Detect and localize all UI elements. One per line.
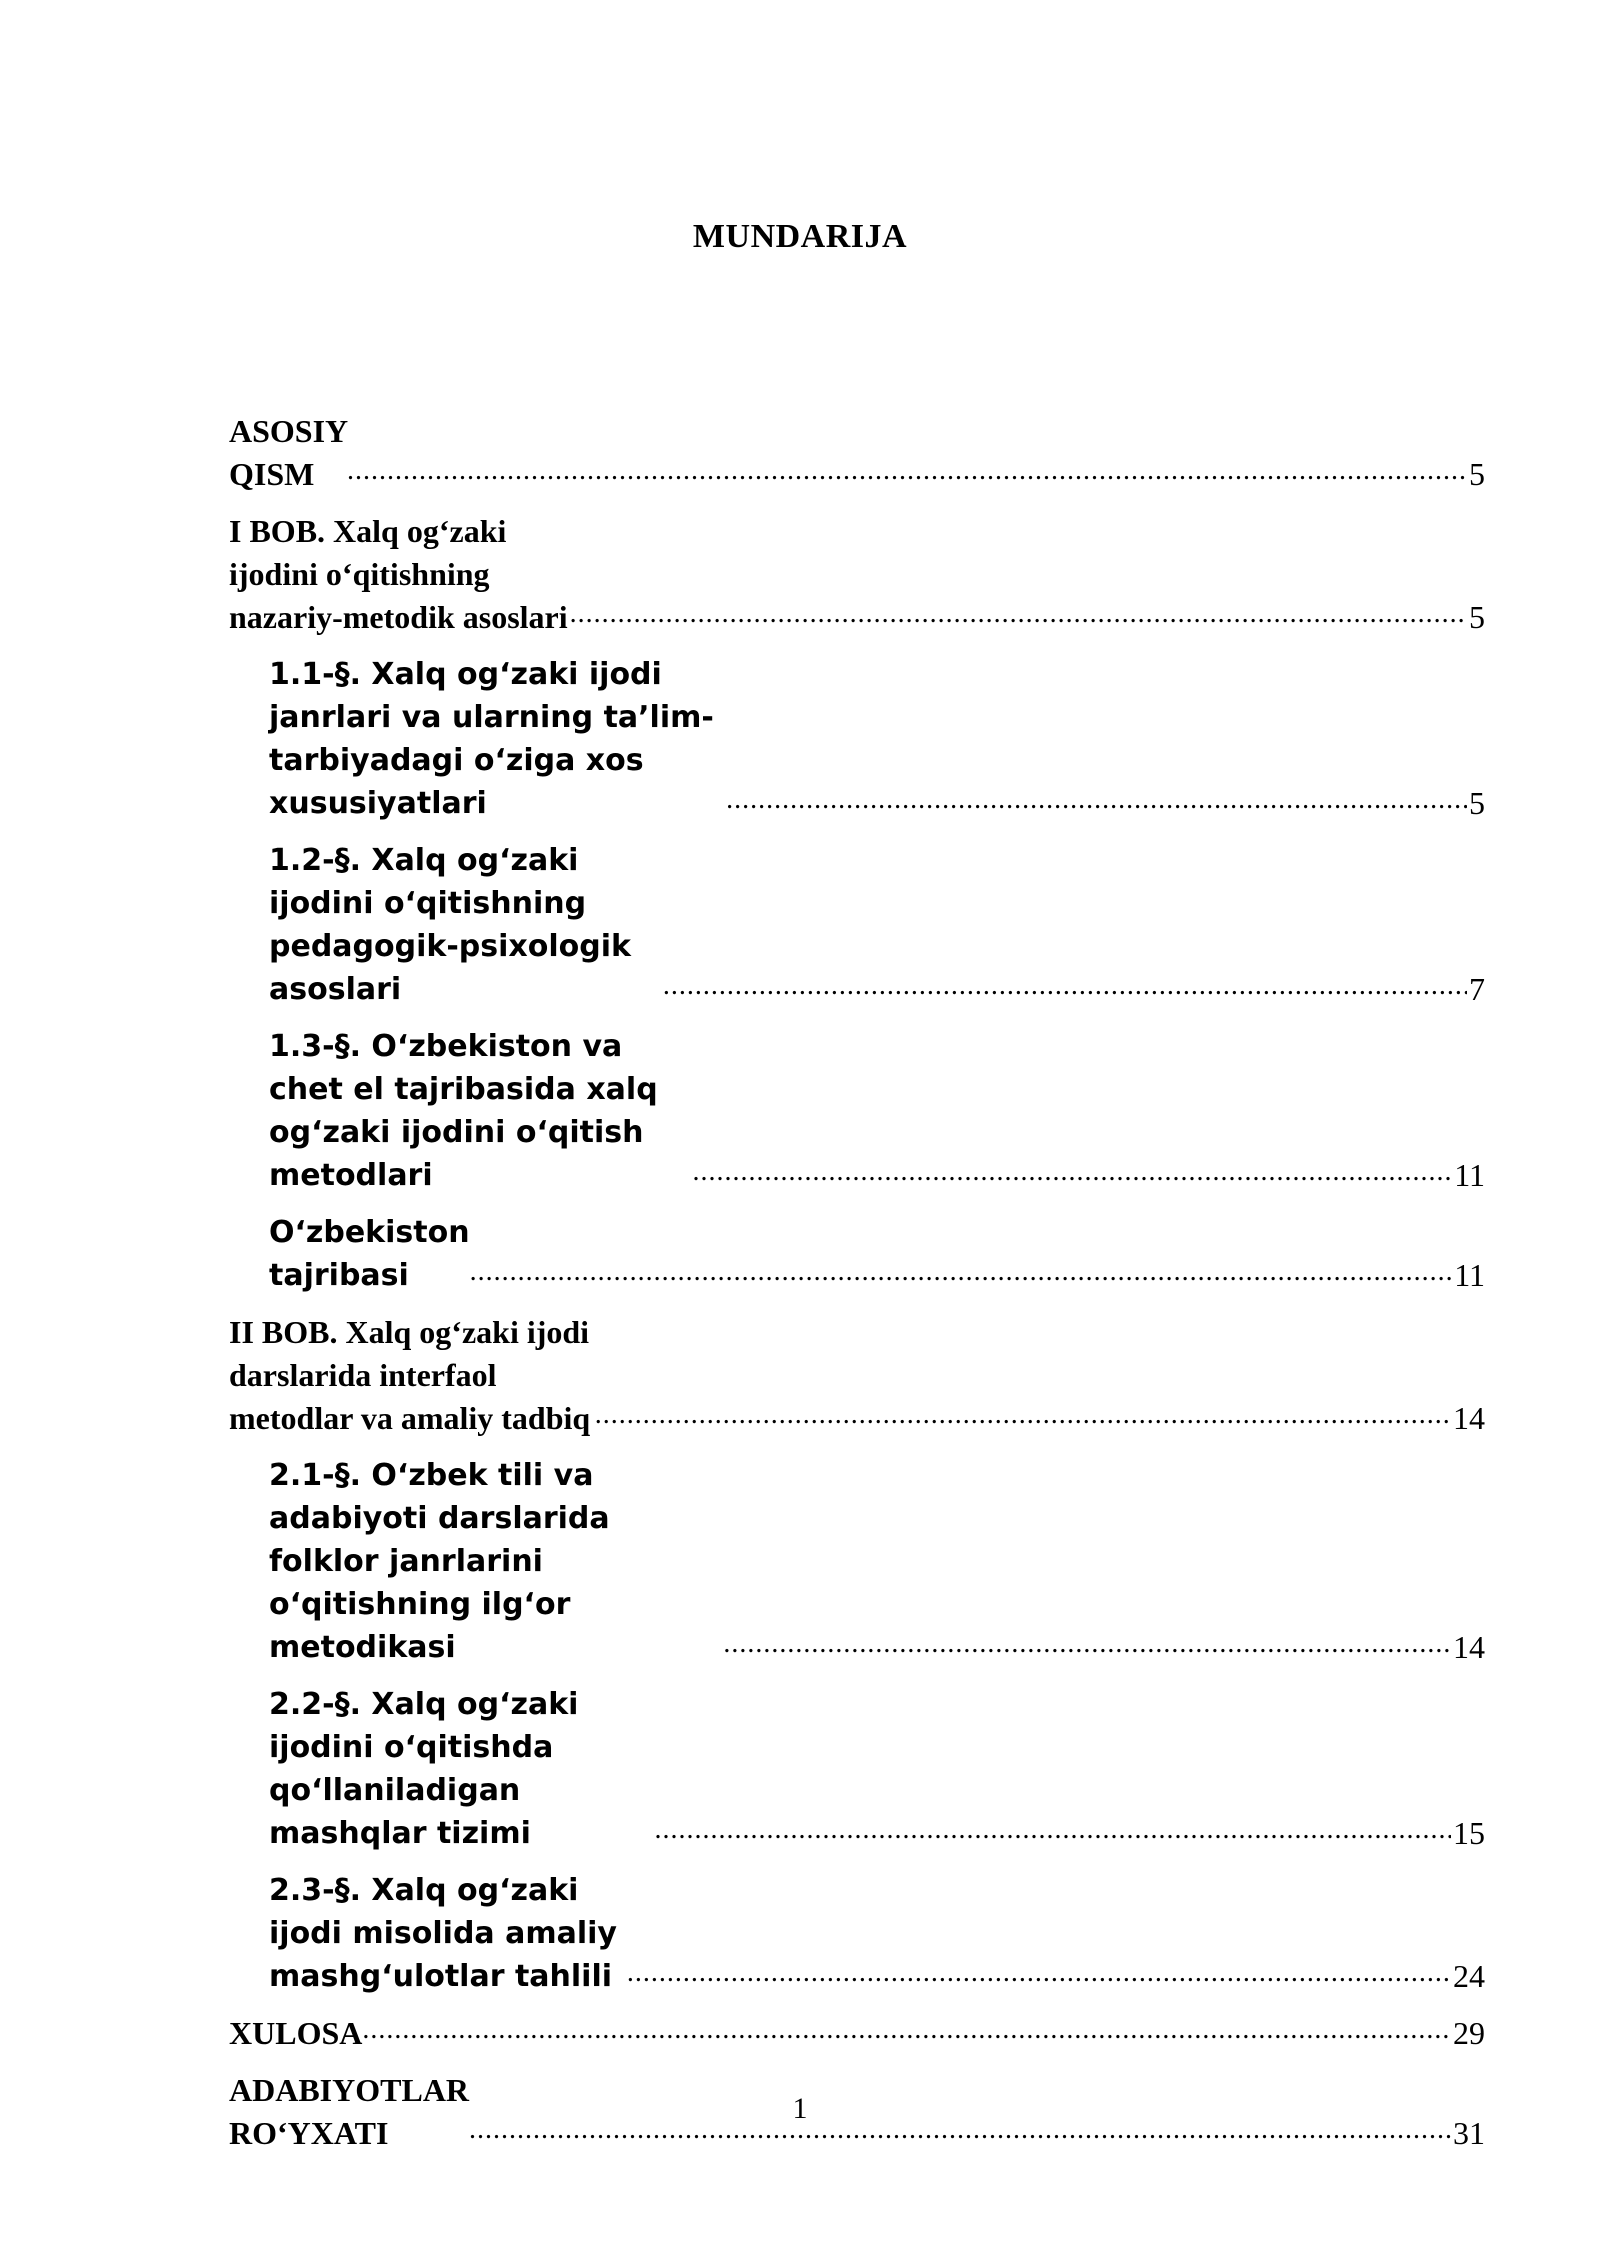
dot-leader bbox=[693, 1150, 1453, 1193]
toc-entry-page: 7 bbox=[1469, 971, 1485, 1007]
toc-entry-label: 2.1-§. O‘zbek tili va adabiyoti darslarida folklor janrlarini o‘qitishning ilg‘or metodikasi bbox=[269, 1458, 610, 1665]
page-title: MUNDARIJA bbox=[692, 218, 908, 255]
toc-entry-label: 1.2-§. Xalq og‘zaki ijodini o‘qitishning pedagogik-psixologik asoslari bbox=[269, 843, 631, 1007]
dot-leader bbox=[595, 1393, 1451, 1436]
toc-entry-conclusion[interactable] bbox=[229, 2012, 1485, 2055]
dot-leader bbox=[654, 1808, 1451, 1851]
toc-entry-page: 11 bbox=[1454, 1157, 1485, 1193]
toc-entry-label: I BOB. Xalq og‘zaki ijodini o‘qitishning nazariy-metodik asoslari bbox=[229, 513, 568, 635]
dot-leader bbox=[362, 2008, 1451, 2051]
toc-entry-label: 2.2-§. Xalq og‘zaki ijodini o‘qitishda qo‘llaniladigan mashqlar tizimi bbox=[269, 1687, 579, 1851]
toc-entry-section-1-2[interactable] bbox=[229, 839, 1485, 1011]
toc-entry-section-2-2[interactable] bbox=[229, 1683, 1485, 1855]
toc-entry-page: 5 bbox=[1469, 456, 1485, 492]
toc-entry-page: 14 bbox=[1453, 1629, 1485, 1665]
table-of-contents bbox=[229, 410, 1485, 2169]
toc-entry-page: 29 bbox=[1453, 2015, 1485, 2051]
toc-entry-label: 2.3-§. Xalq og‘zaki ijodi misolida amaliy mashg‘ulotlar tahlili bbox=[269, 1873, 617, 1994]
toc-entry-page: 5 bbox=[1469, 599, 1485, 635]
toc-entry-chapter-2[interactable] bbox=[229, 1311, 1485, 1440]
toc-entry-page: 5 bbox=[1469, 785, 1485, 821]
dot-leader bbox=[627, 1951, 1451, 1994]
toc-entry-uzbekistan-experience[interactable] bbox=[229, 1211, 1485, 1297]
toc-entry-asosiy-qism[interactable] bbox=[229, 410, 1485, 496]
page-number: 1 bbox=[792, 2092, 808, 2125]
toc-entry-label: II BOB. Xalq og‘zaki ijodi darslarida interfaol metodlar va amaliy tadbiq bbox=[229, 1314, 591, 1436]
toc-entry-section-1-1[interactable] bbox=[229, 653, 1485, 825]
dot-leader bbox=[723, 1622, 1451, 1665]
dot-leader bbox=[347, 449, 1467, 492]
dot-leader bbox=[570, 592, 1467, 635]
toc-entry-label: O‘zbekiston tajribasi bbox=[269, 1215, 470, 1293]
toc-entry-chapter-1[interactable] bbox=[229, 510, 1485, 639]
toc-entry-label: ASOSIY QISM bbox=[229, 413, 347, 492]
toc-entry-section-1-3[interactable] bbox=[229, 1025, 1485, 1197]
toc-entry-label: 1.1-§. Xalq og‘zaki ijodi janrlari va ularning ta’lim-tarbiyadagi o‘ziga xos xususiyatlari bbox=[269, 657, 714, 821]
toc-entry-page: 11 bbox=[1454, 1257, 1485, 1293]
toc-entry-page: 31 bbox=[1453, 2115, 1485, 2151]
dot-leader bbox=[726, 778, 1467, 821]
toc-entry-page: 14 bbox=[1453, 1400, 1485, 1436]
dot-leader bbox=[663, 964, 1467, 1007]
dot-leader bbox=[470, 1250, 1453, 1293]
toc-entry-label: ADABIYOTLAR RO‘YXATI bbox=[229, 2072, 470, 2151]
toc-entry-section-2-1[interactable] bbox=[229, 1454, 1485, 1669]
toc-entry-page: 24 bbox=[1453, 1958, 1485, 1994]
toc-entry-page: 15 bbox=[1453, 1815, 1485, 1851]
toc-entry-label: XULOSA bbox=[229, 2015, 363, 2051]
toc-entry-label: 1.3-§. O‘zbekiston va chet el tajribasida xalq og‘zaki ijodini o‘qitish metodlari bbox=[269, 1029, 658, 1193]
toc-entry-section-2-3[interactable] bbox=[229, 1869, 1485, 1998]
